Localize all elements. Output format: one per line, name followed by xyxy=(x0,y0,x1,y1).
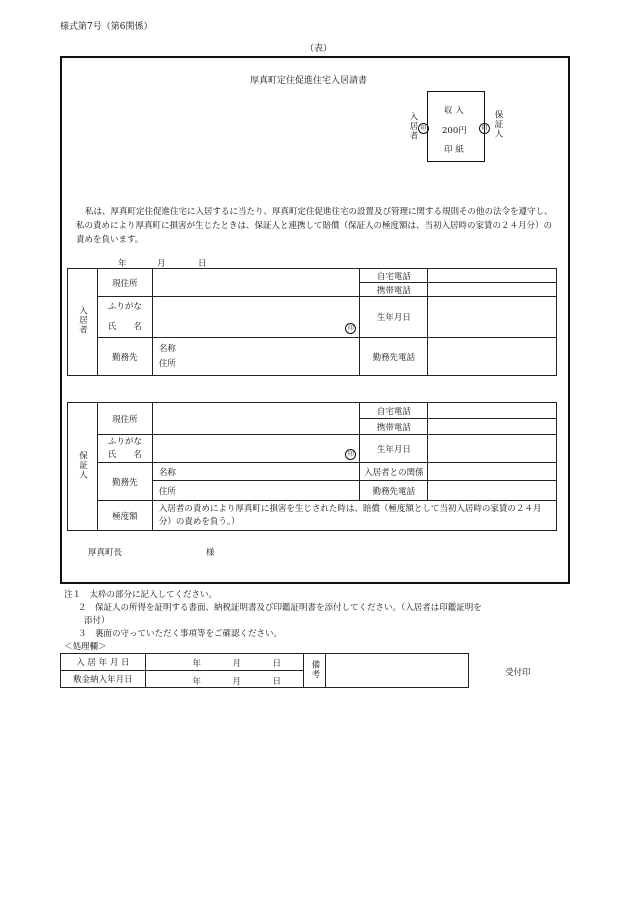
guarantor-section-label: 保証人 xyxy=(68,403,98,531)
guarantor-work-phone-field[interactable] xyxy=(428,481,557,501)
tenant-mobile-label: 携帯電話 xyxy=(360,283,428,297)
receipt-stamp-label: 受付印 xyxy=(505,668,531,678)
note-1: 注１ 太枠の部分に記入してください。 xyxy=(64,590,218,600)
move-in-year: 年 xyxy=(192,658,202,669)
move-in-date-label: 入 居 年 月 日 xyxy=(61,654,146,671)
tenant-address-field[interactable] xyxy=(152,269,360,297)
revenue-stamp-box xyxy=(427,91,485,162)
addressee-honorific: 様 xyxy=(206,548,215,558)
page-side-label: （表） xyxy=(305,44,333,54)
document-title: 厚真町定住促進住宅入居請書 xyxy=(250,76,368,86)
guarantor-work-phone-label: 勤務先電話 xyxy=(360,481,428,501)
guarantor-limit-label: 極度額 xyxy=(97,501,152,531)
tenant-table xyxy=(67,268,557,376)
tenant-work-phone-field[interactable] xyxy=(428,338,557,376)
note-2a: ２ 保証人の所得を証明する書面、納税証明書及び印鑑証明書を添付してください。（入居者は印鑑証明を xyxy=(78,603,482,613)
guarantor-work-name-field[interactable] xyxy=(152,463,360,481)
tenant-work-phone-label: 勤務先電話 xyxy=(360,338,428,376)
tenant-workplace-label: 勤務先 xyxy=(97,338,152,376)
deposit-year: 年 xyxy=(192,676,202,687)
tenant-home-phone-field[interactable] xyxy=(428,269,557,283)
tenant-birthdate-field[interactable] xyxy=(428,297,557,338)
move-in-day: 日 xyxy=(272,658,282,669)
move-in-month: 月 xyxy=(232,658,242,669)
guarantor-name-text: 氏 名 xyxy=(107,449,142,460)
guarantor-birthdate-label: 生年月日 xyxy=(360,435,428,463)
stamp-line-3: 印 紙 xyxy=(444,145,464,155)
guarantor-home-phone-label: 自宅電話 xyxy=(360,403,428,419)
tenant-work-address-label: 住所 xyxy=(158,358,176,369)
guarantor-work-name-label: 名称 xyxy=(158,467,176,478)
guarantor-workplace-label: 勤務先 xyxy=(97,463,152,501)
guarantor-name-seal: 印 xyxy=(345,449,356,460)
guarantor-name-label xyxy=(97,435,152,463)
guarantor-home-phone-field[interactable] xyxy=(428,403,557,419)
guarantor-birthdate-field[interactable] xyxy=(428,435,557,463)
guarantor-address-field[interactable] xyxy=(152,403,360,435)
guarantor-name-field[interactable] xyxy=(152,435,360,463)
form-number: 様式第7号（第6関係） xyxy=(60,22,153,32)
tenant-name-label xyxy=(97,297,152,338)
deposit-date-field[interactable] xyxy=(145,671,304,688)
deposit-date-label: 敷金納入年月日 xyxy=(61,671,146,688)
deposit-day: 日 xyxy=(272,676,282,687)
guarantor-seal-mark: 印 xyxy=(479,123,490,134)
date-year: 年 xyxy=(118,259,127,269)
guarantor-table xyxy=(67,402,557,531)
tenant-home-phone-label: 自宅電話 xyxy=(360,269,428,283)
note-3: ３ 裏面の守っていただく事項等をご確認ください。 xyxy=(78,629,283,639)
deposit-month: 月 xyxy=(232,676,242,687)
processing-table xyxy=(60,653,469,688)
guarantor-relation-label: 入居者との関係 xyxy=(360,463,428,481)
stamp-line-1: 収 入 xyxy=(444,106,464,116)
stamp-right-label: 保証人 xyxy=(493,110,503,139)
processing-heading: ＜処理欄＞ xyxy=(64,642,107,652)
tenant-name-seal: 印 xyxy=(345,323,356,334)
remarks-label: 備考 xyxy=(304,654,326,688)
guarantor-relation-field[interactable] xyxy=(428,463,557,481)
tenant-name-field[interactable] xyxy=(152,297,360,338)
stamp-left-label: 入居者 xyxy=(408,112,418,141)
guarantor-limit-text: 入居者の責めにより厚真町に損害を生じされた時は、賠償（極度額として当初入居時の家賃の２４月分）の責めを負う。） xyxy=(152,501,556,531)
stamp-line-2: 200円 xyxy=(442,126,467,136)
guarantor-work-address-field[interactable] xyxy=(152,481,360,501)
tenant-seal-mark: 印 xyxy=(418,123,429,134)
remarks-field[interactable] xyxy=(326,654,469,688)
tenant-mobile-field[interactable] xyxy=(428,283,557,297)
guarantor-work-address-label: 住所 xyxy=(158,486,176,497)
move-in-date-field[interactable] xyxy=(145,654,304,671)
date-day: 日 xyxy=(198,259,207,269)
note-2b: 添付） xyxy=(84,616,110,626)
tenant-work-name-label: 名称 xyxy=(158,343,176,354)
tenant-workplace-field[interactable] xyxy=(152,338,360,376)
tenant-name-text: 氏 名 xyxy=(107,322,142,332)
tenant-section-label: 入居者 xyxy=(68,269,98,376)
tenant-birthdate-label: 生年月日 xyxy=(360,297,428,338)
tenant-furigana-label: ふりがな xyxy=(107,302,142,312)
pledge-text: 私は、厚真町定住促進住宅に入居するに当たり、厚真町定住促進住宅の設置及び管理に関する規則その他の法令を遵守し、私の責めにより厚真町に損害が生じたときは、保証人と連携して賠償（保証人の極度額は、当初入居時の家賃の２４月分）の責めを負います。 xyxy=(76,207,553,245)
guarantor-furigana-label: ふりがな xyxy=(107,436,142,447)
date-month: 月 xyxy=(157,259,166,269)
guarantor-address-label: 現住所 xyxy=(97,403,152,435)
addressee-mayor: 厚真町長 xyxy=(88,548,123,558)
guarantor-mobile-field[interactable] xyxy=(428,419,557,435)
tenant-address-label: 現住所 xyxy=(97,269,152,297)
guarantor-mobile-label: 携帯電話 xyxy=(360,419,428,435)
